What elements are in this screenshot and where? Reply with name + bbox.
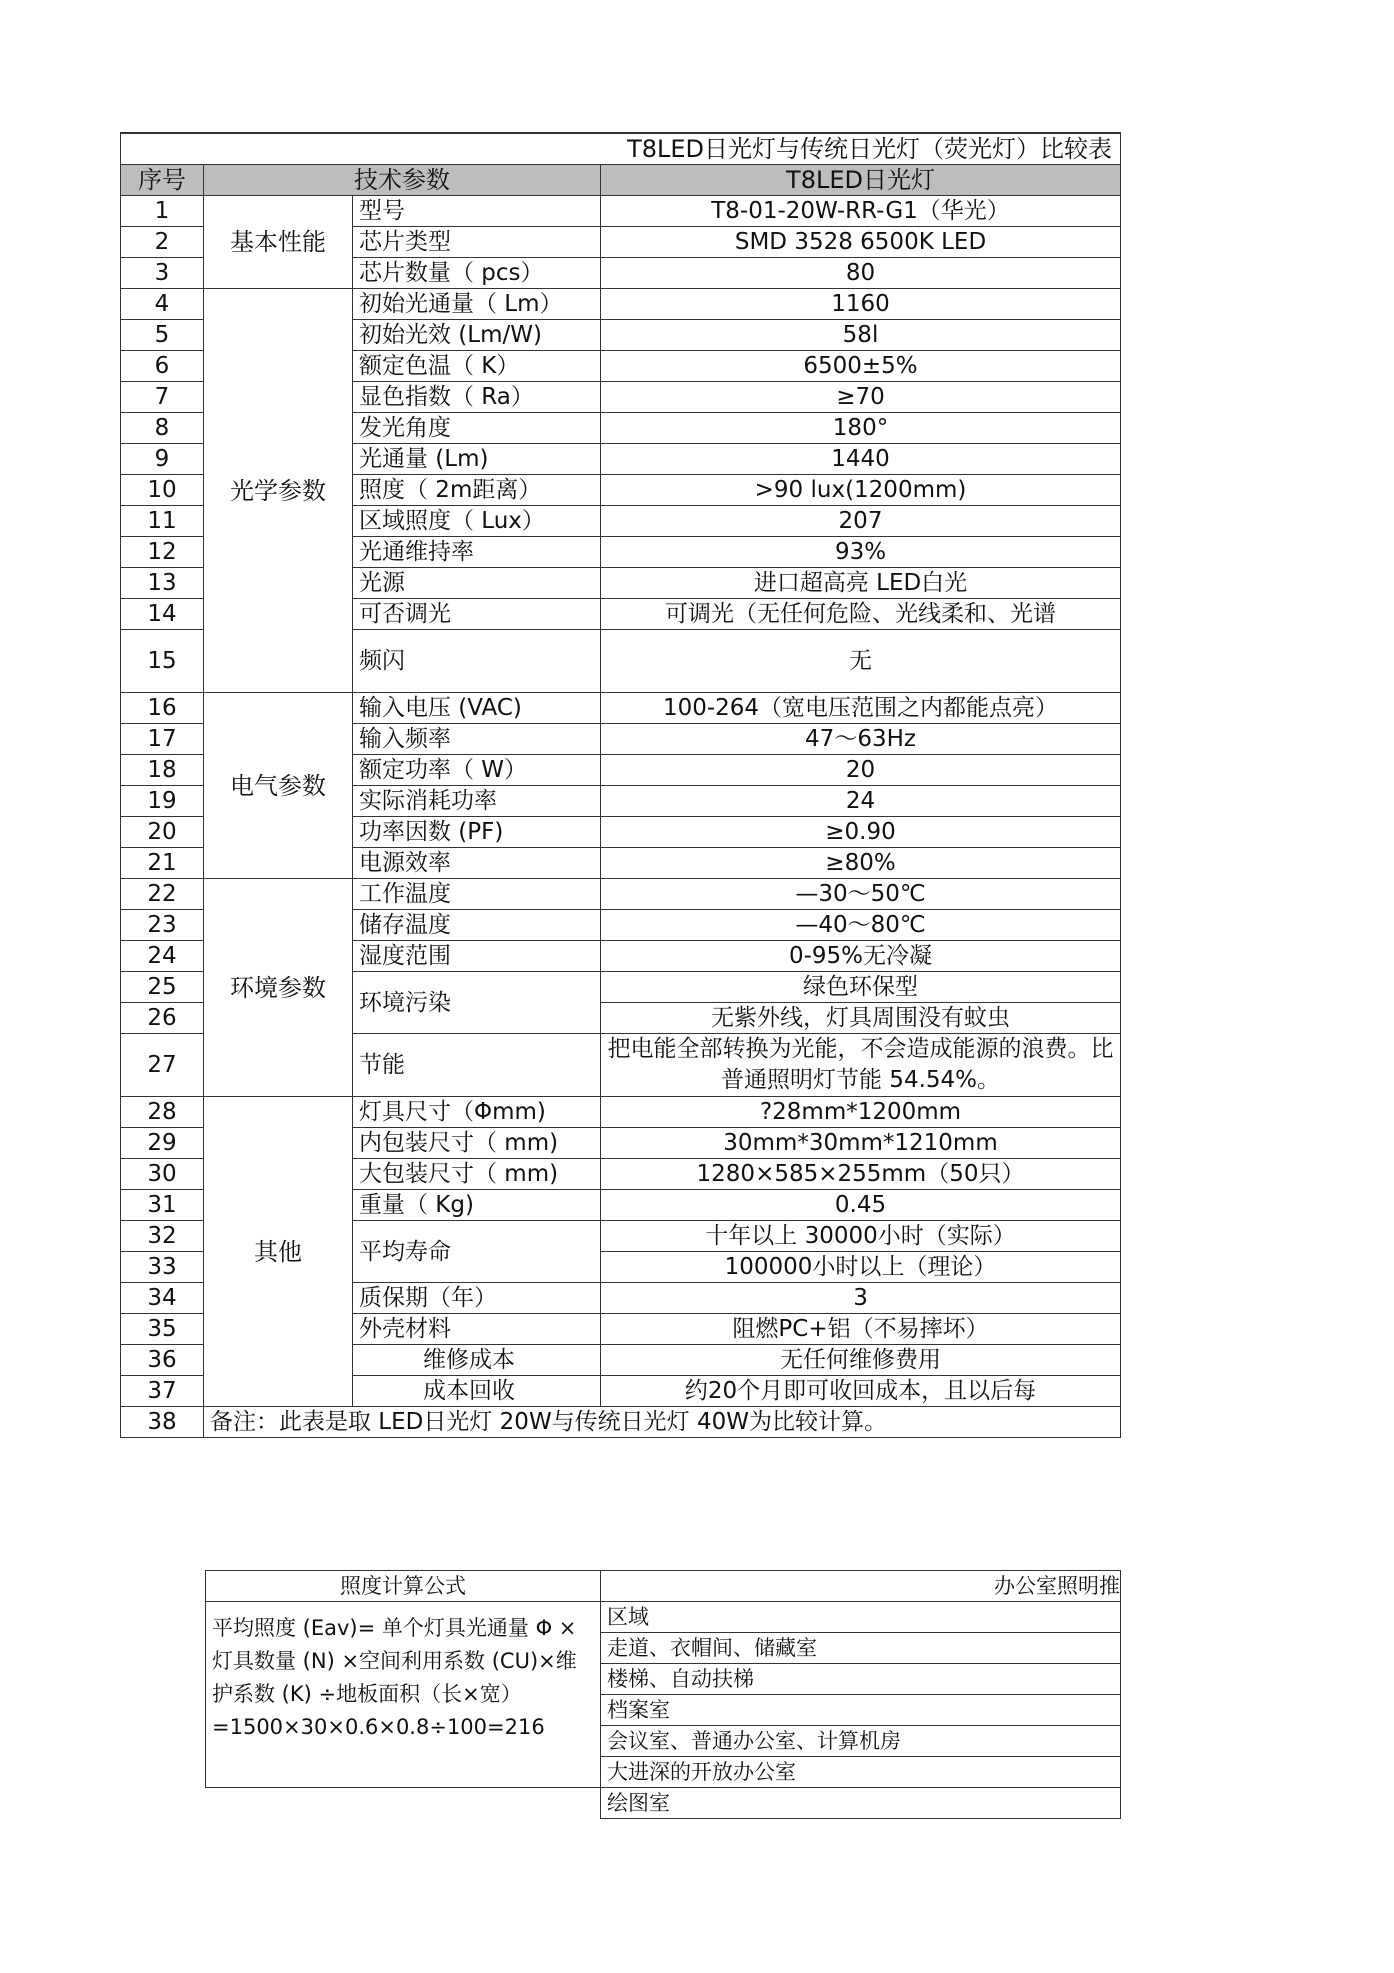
category-other: 其他 bbox=[204, 1097, 353, 1407]
note-row bbox=[121, 1407, 1121, 1438]
category-optical: 光学参数 bbox=[204, 289, 353, 693]
row-param: 可否调光 bbox=[353, 599, 601, 630]
row-value: 180° bbox=[601, 413, 1121, 444]
formula-header: 照度计算公式 bbox=[206, 1571, 601, 1602]
row-value: 十年以上 30000小时（实际） bbox=[601, 1221, 1121, 1252]
formula-table bbox=[205, 1570, 1121, 1819]
header-product: T8LED日光灯 bbox=[601, 165, 1121, 196]
row-value: ?28mm*1200mm bbox=[601, 1097, 1121, 1128]
row-param: 输入电压 (VAC) bbox=[353, 693, 601, 724]
row-param: 电源效率 bbox=[353, 848, 601, 879]
row-value: 3 bbox=[601, 1283, 1121, 1314]
row-number: 16 bbox=[121, 693, 204, 724]
row-number: 1 bbox=[121, 196, 204, 227]
row-number: 31 bbox=[121, 1190, 204, 1221]
row-value: 把电能全部转换为光能，不会造成能源的浪费。比普通照明灯节能 54.54%。 bbox=[601, 1034, 1121, 1097]
row-number: 27 bbox=[121, 1034, 204, 1097]
row-number: 13 bbox=[121, 568, 204, 599]
formula-text: 平均照度 (Eav)= 单个灯具光通量 Φ ×灯具数量 (N) ×空间利用系数 (CU)×维护系数 (K) ÷地板面积（长×宽）=1500×30×0.6×0.8÷100=216 bbox=[206, 1602, 601, 1788]
category-basic: 基本性能 bbox=[204, 196, 353, 289]
row-value: —30～50℃ bbox=[601, 879, 1121, 910]
row-value: 无任何维修费用 bbox=[601, 1345, 1121, 1376]
row-value: 47～63Hz bbox=[601, 724, 1121, 755]
row-param: 型号 bbox=[353, 196, 601, 227]
row-value: ≥80% bbox=[601, 848, 1121, 879]
row-number: 21 bbox=[121, 848, 204, 879]
row-param: 区域照度（ Lux） bbox=[353, 506, 601, 537]
header-param: 技术参数 bbox=[204, 165, 601, 196]
row-param: 平均寿命 bbox=[353, 1221, 601, 1283]
row-number: 11 bbox=[121, 506, 204, 537]
note-text: 备注：此表是取 LED日光灯 20W与传统日光灯 40W为比较计算。 bbox=[204, 1407, 1121, 1438]
row-param: 重量（ Kg) bbox=[353, 1190, 601, 1221]
area-row bbox=[206, 1602, 1121, 1633]
row-number: 12 bbox=[121, 537, 204, 568]
recommendation-header: 办公室照明推 bbox=[601, 1571, 1121, 1602]
row-value: 24 bbox=[601, 786, 1121, 817]
row-param: 储存温度 bbox=[353, 910, 601, 941]
row-value: 绿色环保型 bbox=[601, 972, 1121, 1003]
row-number: 18 bbox=[121, 755, 204, 786]
row-number: 25 bbox=[121, 972, 204, 1003]
row-number: 33 bbox=[121, 1252, 204, 1283]
row-value: SMD 3528 6500K LED bbox=[601, 227, 1121, 258]
row-value: 可调光（无任何危险、光线柔和、光谱 bbox=[601, 599, 1121, 630]
area-item: 绘图室 bbox=[601, 1788, 1121, 1819]
row-param: 初始光通量（ Lm） bbox=[353, 289, 601, 320]
row-number: 23 bbox=[121, 910, 204, 941]
row-param: 工作温度 bbox=[353, 879, 601, 910]
row-value: —40～80℃ bbox=[601, 910, 1121, 941]
row-number: 26 bbox=[121, 1003, 204, 1034]
formula-header-row bbox=[206, 1571, 1121, 1602]
row-number: 3 bbox=[121, 258, 204, 289]
row-value: 207 bbox=[601, 506, 1121, 537]
row-value: 58l bbox=[601, 320, 1121, 351]
area-item: 档案室 bbox=[601, 1695, 1121, 1726]
row-value: ≥70 bbox=[601, 382, 1121, 413]
category-electrical: 电气参数 bbox=[204, 693, 353, 879]
row-number: 19 bbox=[121, 786, 204, 817]
row-param: 大包装尺寸（ mm) bbox=[353, 1159, 601, 1190]
row-number: 9 bbox=[121, 444, 204, 475]
row-number: 20 bbox=[121, 817, 204, 848]
area-row bbox=[206, 1788, 1121, 1819]
row-param: 节能 bbox=[353, 1034, 601, 1097]
row-number: 37 bbox=[121, 1376, 204, 1407]
row-value: 80 bbox=[601, 258, 1121, 289]
row-param: 光源 bbox=[353, 568, 601, 599]
row-value: 阻燃PC+铝（不易摔坏） bbox=[601, 1314, 1121, 1345]
row-value: 100000小时以上（理论） bbox=[601, 1252, 1121, 1283]
row-value: 30mm*30mm*1210mm bbox=[601, 1128, 1121, 1159]
row-value: 0.45 bbox=[601, 1190, 1121, 1221]
row-number: 8 bbox=[121, 413, 204, 444]
row-param: 芯片类型 bbox=[353, 227, 601, 258]
row-value: 93% bbox=[601, 537, 1121, 568]
row-value: 约20个月即可收回成本，且以后每 bbox=[601, 1376, 1121, 1407]
row-value: 无 bbox=[601, 630, 1121, 693]
row-value: 无紫外线，灯具周围没有蚊虫 bbox=[601, 1003, 1121, 1034]
row-value: ≥0.90 bbox=[601, 817, 1121, 848]
area-item: 大进深的开放办公室 bbox=[601, 1757, 1121, 1788]
row-value: T8-01-20W-RR-G1（华光） bbox=[601, 196, 1121, 227]
row-number: 36 bbox=[121, 1345, 204, 1376]
table-row bbox=[121, 196, 1121, 227]
row-value: 进口超高亮 LED白光 bbox=[601, 568, 1121, 599]
row-param: 光通量 (Lm) bbox=[353, 444, 601, 475]
row-param: 发光角度 bbox=[353, 413, 601, 444]
table-row bbox=[121, 693, 1121, 724]
area-item: 楼梯、自动扶梯 bbox=[601, 1664, 1121, 1695]
table-row bbox=[121, 289, 1121, 320]
row-value: 100-264（宽电压范围之内都能点亮） bbox=[601, 693, 1121, 724]
row-param: 显色指数（ Ra） bbox=[353, 382, 601, 413]
row-param: 额定色温（ K） bbox=[353, 351, 601, 382]
row-param: 芯片数量（ pcs） bbox=[353, 258, 601, 289]
row-number: 6 bbox=[121, 351, 204, 382]
row-param: 额定功率（ W） bbox=[353, 755, 601, 786]
row-param: 实际消耗功率 bbox=[353, 786, 601, 817]
row-param: 环境污染 bbox=[353, 972, 601, 1034]
row-number: 22 bbox=[121, 879, 204, 910]
row-param: 照度（ 2m距离） bbox=[353, 475, 601, 506]
row-number: 35 bbox=[121, 1314, 204, 1345]
row-param: 功率因数 (PF) bbox=[353, 817, 601, 848]
row-number: 10 bbox=[121, 475, 204, 506]
area-label: 区域 bbox=[601, 1602, 1121, 1633]
row-number: 15 bbox=[121, 630, 204, 693]
row-value: 6500±5% bbox=[601, 351, 1121, 382]
header-seq: 序号 bbox=[121, 165, 204, 196]
row-param: 输入频率 bbox=[353, 724, 601, 755]
comparison-table bbox=[120, 132, 1121, 1438]
row-param: 外壳材料 bbox=[353, 1314, 601, 1345]
row-param: 频闪 bbox=[353, 630, 601, 693]
row-param: 灯具尺寸（Φmm) bbox=[353, 1097, 601, 1128]
row-value: 20 bbox=[601, 755, 1121, 786]
row-value: >90 lux(1200mm) bbox=[601, 475, 1121, 506]
category-environment: 环境参数 bbox=[204, 879, 353, 1097]
row-param: 成本回收 bbox=[353, 1376, 601, 1407]
row-number: 32 bbox=[121, 1221, 204, 1252]
row-number: 17 bbox=[121, 724, 204, 755]
row-param: 维修成本 bbox=[353, 1345, 601, 1376]
row-number: 7 bbox=[121, 382, 204, 413]
row-param: 光通维持率 bbox=[353, 537, 601, 568]
row-value: 1280×585×255mm（50只） bbox=[601, 1159, 1121, 1190]
row-param: 湿度范围 bbox=[353, 941, 601, 972]
row-number: 14 bbox=[121, 599, 204, 630]
row-number: 30 bbox=[121, 1159, 204, 1190]
table-header-row bbox=[121, 165, 1121, 196]
row-value: 0-95%无冷凝 bbox=[601, 941, 1121, 972]
row-number: 5 bbox=[121, 320, 204, 351]
row-param: 初始光效 (Lm/W) bbox=[353, 320, 601, 351]
area-item: 会议室、普通办公室、计算机房 bbox=[601, 1726, 1121, 1757]
row-param: 质保期（年） bbox=[353, 1283, 601, 1314]
row-number: 24 bbox=[121, 941, 204, 972]
row-number: 4 bbox=[121, 289, 204, 320]
row-number: 28 bbox=[121, 1097, 204, 1128]
table-row bbox=[121, 1097, 1121, 1128]
row-number: 34 bbox=[121, 1283, 204, 1314]
area-item: 走道、衣帽间、储藏室 bbox=[601, 1633, 1121, 1664]
row-value: 1440 bbox=[601, 444, 1121, 475]
row-number: 38 bbox=[121, 1407, 204, 1438]
table-row bbox=[121, 879, 1121, 910]
table-title-row bbox=[121, 133, 1121, 165]
table-title: T8LED日光灯与传统日光灯（荧光灯）比较表 bbox=[121, 133, 1121, 165]
row-number: 2 bbox=[121, 227, 204, 258]
row-value: 1160 bbox=[601, 289, 1121, 320]
row-param: 内包装尺寸（ mm) bbox=[353, 1128, 601, 1159]
empty-cell bbox=[206, 1788, 601, 1819]
row-number: 29 bbox=[121, 1128, 204, 1159]
